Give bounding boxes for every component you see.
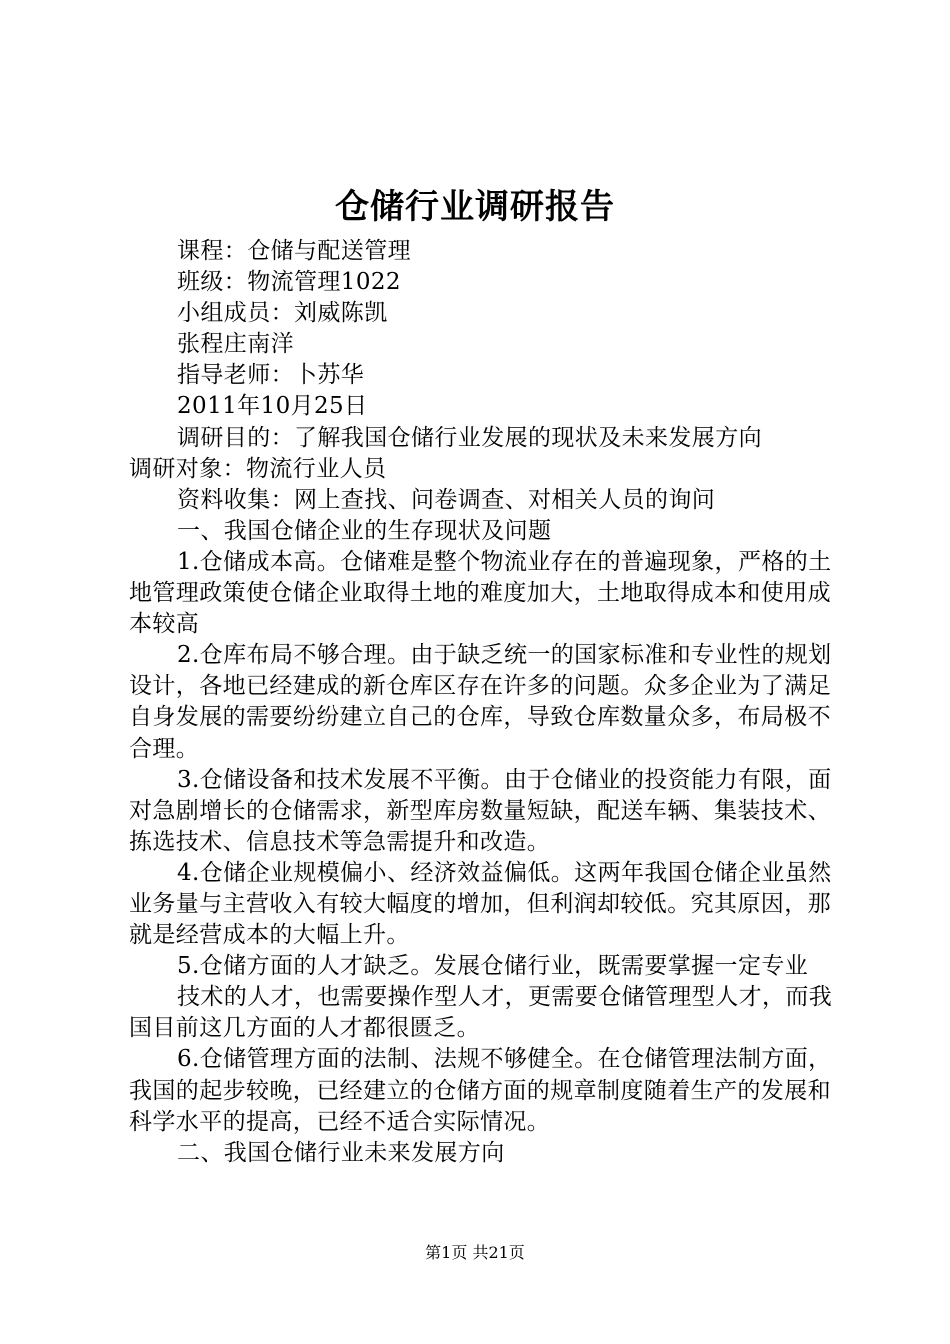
teacher-line: 指导老师：卜苏华 bbox=[177, 362, 365, 389]
page-footer: 第1页 共21页 bbox=[425, 1243, 525, 1262]
class-line: 班级：物流管理1022 bbox=[177, 269, 401, 296]
purpose-line: 调研目的：了解我国仓储行业发展的现状及未来发展方向 bbox=[177, 424, 762, 451]
paragraph-6: 6.仓储管理方面的法制、法规不够健全。在仓储管理法制方面，我国的起步较晚，已经建立的仓储方面的规章制度随着生产的发展和科学水平的提高，已经不适合实际情况。 bbox=[129, 1046, 832, 1135]
members-line: 小组成员：刘威陈凯 bbox=[177, 300, 388, 327]
paragraph-3: 3.仓储设备和技术发展不平衡。由于仓储业的投资能力有限，面对急剧增长的仓储需求，新型库房数量短缺，配送车辆、集装技术、拣选技术、信息技术等急需提升和改造。 bbox=[129, 766, 832, 855]
document-body bbox=[129, 236, 849, 1169]
course-line: 课程：仓储与配送管理 bbox=[177, 238, 411, 264]
paragraph-5-continued: 技术的人才，也需要操作型人才，更需要仓储管理型人才，而我国目前这几方面的人才都很匮乏。 bbox=[129, 984, 833, 1042]
collection-line: 资料收集：网上查找、问卷调查、对相关人员的询问 bbox=[177, 486, 716, 513]
paragraph-5: 5.仓储方面的人才缺乏。发展仓储行业，既需要掌握一定专业 bbox=[177, 953, 809, 980]
section-heading-2: 二、我国仓储行业未来发展方向 bbox=[177, 1139, 505, 1166]
paragraph-2: 2.仓库布局不够合理。由于缺乏统一的国家标准和专业性的规划设计，各地已经建成的新仓库区存在许多的问题。众多企业为了满足自身发展的需要纷纷建立自己的仓库，导致仓库数量众多，布局极不合理。 bbox=[129, 642, 832, 762]
document-title: 仓储行业调研报告 bbox=[335, 187, 615, 227]
paragraph-4: 4.仓储企业规模偏小、经济效益偏低。这两年我国仓储企业虽然业务量与主营收入有较大幅度的增加，但利润却较低。究其原因，那就是经营成本的大幅上升。 bbox=[129, 859, 832, 949]
paragraph-1: 1.仓储成本高。仓储难是整个物流业存在的普遍现象，严格的土地管理政策使仓储企业取得土地的难度加大，土地取得成本和使用成本较高 bbox=[129, 548, 832, 638]
target-line: 调研对象：物流行业人员 bbox=[129, 455, 387, 482]
section-heading-1: 一、我国仓储企业的生存现状及问题 bbox=[177, 517, 552, 544]
members-line-continued: 张程庄南洋 bbox=[177, 331, 294, 358]
date-line: 2011年10月25日 bbox=[177, 393, 368, 420]
